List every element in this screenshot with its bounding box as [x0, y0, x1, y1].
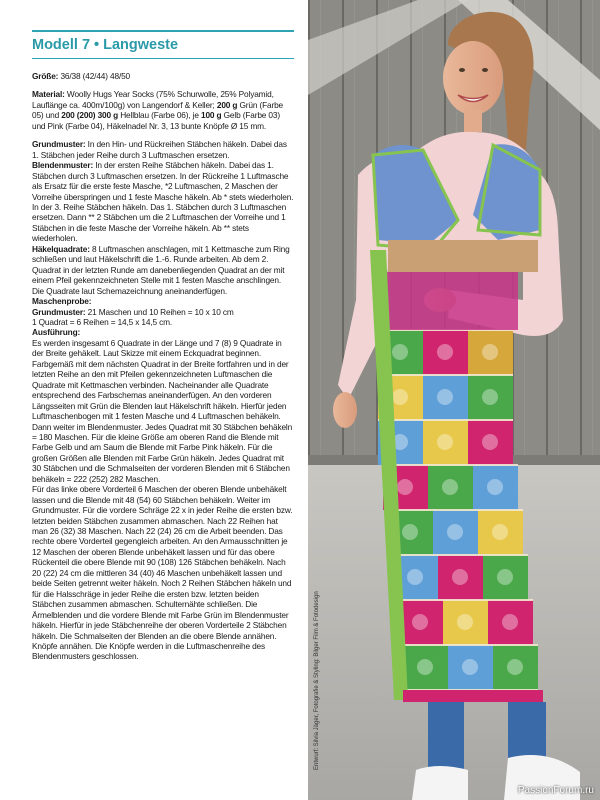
- pattern-text-column: [32, 30, 294, 662]
- maschenprobe-heading: [32, 296, 294, 306]
- haekelquadrate-text: 8 Luftmaschen anschlagen, mit 1 Kettmasche zum Ring schließen und laut Häkelschrift die 1.-6. Runde arbeiten. Ab dem 2. Quadrat in der letzten Runde am danebenliegenden Quadrat an der mit einem Pfeil gekennzeichneten Stelle mit 1 festen Masche anschlingen. Die Quadrate laut Schemazeichnung aneinanderfügen.: [32, 243, 290, 296]
- material-bold-2: 200 (200) 300 g: [61, 110, 119, 121]
- vest-upper-row: [378, 272, 518, 330]
- ausfuehrung-heading: [32, 327, 294, 337]
- ausfuehrung-paragraph-2: Für das linke obere Vorderteil 6 Maschen der oberen Blende unbehäkelt lassen und die Blende mit 48 (54) 60 Stäbchen behäkeln. Weiter im Grundmuster. Für die vordere Schräge 22 x in jeder Reihe die ersten bzw. letzten beiden Stäbchen zusammen abmaschen. Nach 22 Reihen hat man 26 (32) 38 Maschen. Nach 22 (24) 26 cm die Arbeit beenden. Das rechte obere Vorderteil gegengleich arbeiten. An den Armausschnitten je 12 Maschen der oberen Blende unbehäkelt lassen und für das obere Rückenteil die obere Blende mit 90 (108) 126 Stäbchen behäkeln. Nach 20 (22) 24 cm die mittleren 34 (40) 46 Maschen unbehäkelt lassen und beide Seiten getrennt weiter häkeln. Noch 2 Reihen Stäbchen häkeln und für die Halsschräge in jeder Reihe die ersten bzw. letzten beiden Stäbchen zusammen abmaschen. Schulternähte schließen. Die Ärmelblenden und die vordere Blende mit Farbe Grün im Blendenmuster häkeln. Hierfür in jede Stäbchenreihe der oberen Vorderteile 2 Stäbchen häkeln. Die Schmalseiten der Blenden an die obere Blende annähen. Knöpfe annähen. Die Knöpfe werden in die Luftmaschenreihe des Blendenmusters geschlossen.: [32, 484, 293, 662]
- maschenprobe-label: Maschenprobe:: [32, 296, 92, 307]
- eye-left: [459, 68, 465, 72]
- eye-right: [482, 68, 488, 72]
- watermark: PassionForum.ru: [517, 785, 594, 796]
- photo-credit: Entwurf: Silvia Jäger, Fotografie & Styling: Bilger Film & Fotodesign: [314, 591, 320, 770]
- material-bold-1: 200 g: [216, 99, 238, 110]
- page-title: Modell 7 • Langweste: [32, 36, 179, 53]
- model-photo-illustration: [308, 0, 600, 800]
- size-value: 36/38 (42/44) 48/50: [58, 71, 131, 81]
- material-text-1: Woolly Hugs Year Socks (75% Schurwolle, 25% Polyamid, Lauflänge ca. 400m/100g) von Langendorf & Keller;: [32, 89, 274, 110]
- material-text-4: Gelb (Farbe 03) und Pink (Farbe 04), Häkelnadel Nr. 3, 13 bunte Knöpfe Ø 15 mm.: [32, 110, 280, 131]
- blendenmuster-label: Blendenmuster:: [32, 160, 94, 171]
- face: [443, 41, 503, 115]
- title-rule-bottom: [32, 58, 294, 60]
- material-paragraph: [32, 89, 294, 131]
- ausfuehrung-paragraph-1: Es werden insgesamt 6 Quadrate in der Länge und 7 (8) 9 Quadrate in der Breite gehäkelt. Laut Skizze mit einem Eckquadrat beginnen. Farbgemäß mit dem nächsten Quadrat in der Breite fortfahren und in der letzten Reihe an den mit Pfeilen gekennzeichneten Luftmaschen die Quadrate mit Kettmaschen verbinden. Nacheinander alle Quadrate entsprechend des Farbschemas aneinanderfügen. An den vorderen Längsseiten mit Grün die Blenden laut Häkelschrift häkeln. Hierfür jeden Luftmaschenbogen mit 1 festen Masche und 4 Luftmaschen behäkeln. Dann weiter im Blendenmuster. Jedes Quadrat mit 30 Stäbchen behäkeln = 180 Maschen. Für die kleine Größe am oberen Rand die Blende mit Farbe Gelb und am Saum die Blende mit Farbe Pink häkeln. Für die großen Größen alle Blenden mit Farbe Grün häkeln. Jedes Quadrat mit 30 Stäbchen und die Schmalseiten der vorderen Blenden mit 6 Stäbchen behäkeln = 222 (252) 282 Maschen.: [32, 337, 293, 484]
- grundmuster-label: Grundmuster:: [32, 139, 86, 150]
- material-text-2: Grün (Farbe 05) und: [32, 99, 284, 121]
- maschenprobe-grundmuster-label: Grundmuster:: [32, 306, 86, 317]
- title-rule-top: [32, 30, 294, 32]
- vest-hem: [403, 690, 543, 702]
- shoe-left: [412, 766, 468, 800]
- material-bold-3: 100 g: [201, 110, 222, 121]
- size-paragraph: [32, 71, 294, 81]
- hand-left: [333, 392, 357, 428]
- grundmuster-text: In den Hin- und Rückreihen Stäbchen häkeln. Dabei das 1. Stäbchen jeder Reihe durch 3 Luftmaschen ersetzen.: [32, 139, 287, 160]
- blendenmuster-paragraph: [32, 160, 294, 244]
- jeans-left: [428, 702, 464, 770]
- haekelquadrate-label: Häkelquadrate:: [32, 243, 90, 254]
- material-label: Material:: [32, 89, 65, 100]
- jeans-right: [508, 702, 546, 762]
- maschenprobe-line-1: [32, 307, 294, 317]
- model-photo: [308, 0, 600, 800]
- grundmuster-paragraph: [32, 139, 294, 160]
- maschenprobe-line-2: 1 Quadrat = 6 Reihen = 14,5 x 14,5 cm.: [32, 316, 173, 327]
- haekelquadrate-paragraph: [32, 244, 294, 296]
- pattern-body: [32, 71, 294, 662]
- material-text-3: Hellblau (Farbe 06), je: [118, 110, 201, 121]
- neck: [464, 110, 482, 132]
- vest-yellow-band: [388, 240, 538, 272]
- blendenmuster-text: In der ersten Reihe Stäbchen häkeln. Dabei das 1. Stäbchen durch 3 Luftmaschen ersetzen. In der Rückreihe 1 Luftmasche als Ersatz für die erste feste Masche, *2 Luftmaschen, 2 Maschen der Vorreihe überspringen und 1 feste Masche häkeln. Ab * stets wiederholen. In der 3. Reihe Stäbchen häkeln. Das 1. Stäbchen durch 3 Luftmaschen ersetzen. Dann ** 2 Stäbchen um die 2 Luftmaschen der Vorreihe und 1 Stäbchen in die feste Masche der Vorreihe häkeln. Ab ** stets wiederholen.: [32, 160, 294, 244]
- ausfuehrung-label: Ausführung:: [32, 327, 81, 338]
- maschenprobe-line-1-text: 21 Maschen und 10 Reihen = 10 x 10 cm: [85, 306, 234, 317]
- size-label: Größe:: [32, 71, 59, 81]
